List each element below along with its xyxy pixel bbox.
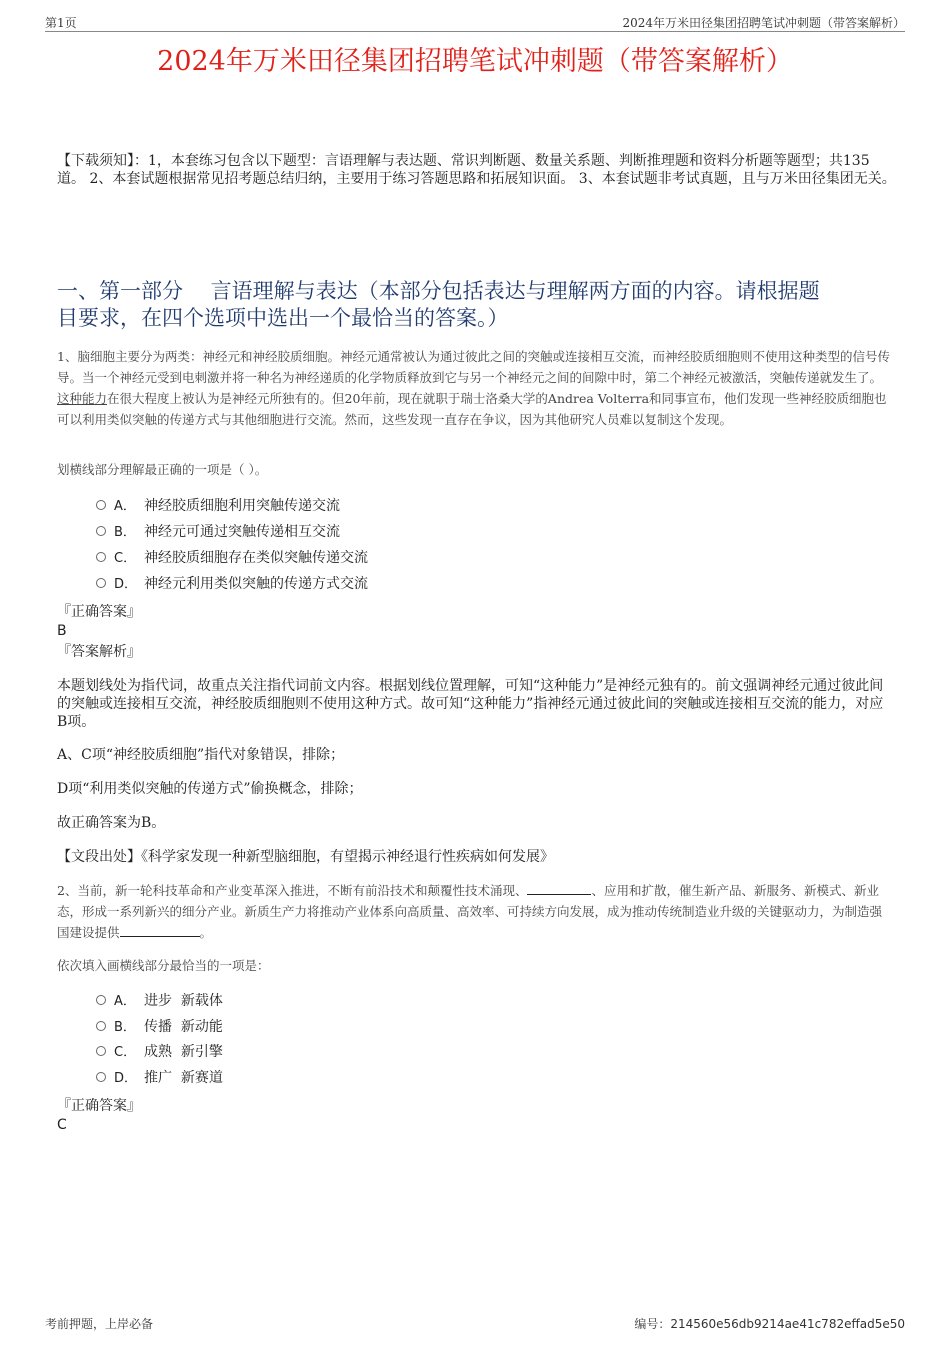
q1-analysis-2: A、C项“神经胶质细胞”指代对象错误，排除； <box>57 747 345 763</box>
q1-source: 【文段出处】《科学家发现一种新型脑细胞，有望揭示神经退行性疾病如何发展》 <box>57 849 554 865</box>
option-text: 神经元利用类似突触的传递方式交流 <box>144 576 368 592</box>
option-text: 神经胶质细胞存在类似突触传递交流 <box>144 550 368 566</box>
question-2-stem: 依次填入画横线部分最恰当的一项是： <box>57 958 270 973</box>
option-text: 神经胶质细胞利用突触传递交流 <box>144 498 340 514</box>
footer-code <box>634 1315 905 1332</box>
q1-option-a[interactable] <box>96 496 340 517</box>
q2-answer-label: 『正确答案』 <box>57 1098 141 1114</box>
radio-icon[interactable] <box>96 1046 106 1056</box>
question-1-passage <box>57 346 892 430</box>
option-letter: D． <box>114 577 138 592</box>
q2-part2: 、应用和扩散，催生新产品、新服务、新模式、新业态，形成一系列新兴的细分产业。新质生产力将推动产业体系向高质量、高效率、可持续方向发展，成为推动传统制造业升级的关键驱动力，为制造强国建设提供 <box>57 883 883 940</box>
q1-analysis-4: 故正确答案为B。 <box>57 815 166 831</box>
option-text: 成熟 新引擎 <box>144 1044 223 1060</box>
header-divider <box>45 31 905 32</box>
option-letter: C． <box>114 551 137 566</box>
download-notice: 【下载须知】：1，本套练习包含以下题型：言语理解与表达题、常识判断题、数量关系题、判断推理题和资料分析题等题型；共135道。 2、本套试题根据常见招考题总结归纳，主要用于练习答题思路和拓展知识面。 3、本套试题非考试真题，且与万米田径集团无关。 <box>57 153 896 187</box>
q2-option-a[interactable] <box>96 991 223 1012</box>
footer-code-value: 214560e56db9214ae41c782effad5e50 <box>670 1317 905 1331</box>
option-letter: D． <box>114 1071 138 1086</box>
radio-icon[interactable] <box>96 552 106 562</box>
header-doc-title: 2024年万米田径集团招聘笔试冲刺题（带答案解析） <box>622 16 905 30</box>
option-letter: B． <box>114 525 136 540</box>
option-letter: A． <box>114 994 136 1009</box>
section-heading <box>57 278 897 332</box>
section-heading-line2: 目要求，在四个选项中选出一个最恰当的答案。） <box>57 306 509 330</box>
radio-icon[interactable] <box>96 526 106 536</box>
option-text: 进步 新载体 <box>144 993 223 1009</box>
q1-option-d[interactable] <box>96 574 368 595</box>
radio-icon[interactable] <box>96 1021 106 1031</box>
radio-icon[interactable] <box>96 578 106 588</box>
radio-icon[interactable] <box>96 995 106 1005</box>
q2-blank-1 <box>527 882 591 895</box>
q1-underlined: 这种能力 <box>57 391 108 406</box>
q2-option-b[interactable] <box>96 1017 223 1038</box>
q2-part1: 2、当前，新一轮科技革命和产业变革深入推进，不断有前沿技术和颠覆性技术涌现、 <box>57 883 528 898</box>
q2-option-d[interactable] <box>96 1068 223 1089</box>
q2-option-c[interactable] <box>96 1042 223 1063</box>
q1-analysis-3: D项“利用类似突触的传递方式”偷换概念，排除； <box>57 781 363 797</box>
q1-option-b[interactable] <box>96 522 340 543</box>
q2-answer: C <box>57 1117 67 1133</box>
radio-icon[interactable] <box>96 1072 106 1082</box>
q1-option-c[interactable] <box>96 548 368 569</box>
q1-answer-label: 『正确答案』 <box>57 604 141 620</box>
option-letter: C． <box>114 1045 137 1060</box>
option-letter: A． <box>114 499 136 514</box>
page-number: 第1页 <box>45 16 77 30</box>
radio-icon[interactable] <box>96 500 106 510</box>
option-text: 神经元可通过突触传递相互交流 <box>144 524 340 540</box>
q1-analysis-1: 本题划线处为指代词，故重点关注指代词前文内容。根据划线位置理解，可知“这种能力”是神经元独有的。前文强调神经元通过彼此间的突触或连接相互交流，神经胶质细胞则不使用这种方式。故可知“这种能力”指神经元通过彼此间的突触或连接相互交流的能力，对应B项。 <box>57 678 884 730</box>
q2-blank-2 <box>120 924 200 937</box>
q1-text-after: 在很大程度上被认为是神经元所独有的。但20年前，现在就职于瑞士洛桑大学的Andrea Volterra和同事宣布，他们发现一些神经胶质细胞也可以利用类似突触的传递方式与其他细胞进行交流。然而，这些发现一直存在争议，因为其他研究人员难以复制这个发现。 <box>57 391 887 427</box>
question-1-stem: 划横线部分理解最正确的一项是（ ）。 <box>57 462 268 477</box>
section-heading-line1: 一、第一部分 言语理解与表达（本部分包括表达与理解两方面的内容。请根据题 <box>57 279 820 303</box>
q2-part3: 。 <box>199 925 213 940</box>
question-2-passage <box>57 880 892 943</box>
option-text: 推广 新赛道 <box>144 1070 223 1086</box>
q1-analysis-label: 『答案解析』 <box>57 644 141 660</box>
option-letter: B． <box>114 1020 136 1035</box>
page-title: 2024年万米田径集团招聘笔试冲刺题（带答案解析） <box>157 46 793 77</box>
footer-slogan: 考前押题，上岸必备 <box>45 1317 154 1331</box>
footer-code-label: 编号： <box>634 1317 671 1331</box>
option-text: 传播 新动能 <box>144 1019 223 1035</box>
q1-text-before: 1、脑细胞主要分为两类：神经元和神经胶质细胞。神经元通常被认为通过彼此之间的突触或连接相互交流，而神经胶质细胞则不使用这种类型的信号传导。当一个神经元受到电刺激并将一种名为神经递质的化学物质释放到它与另一个神经元之间的间隙中时，第二个神经元被激活，突触传递就发生了。 <box>57 349 890 385</box>
q1-answer: B <box>57 623 67 639</box>
